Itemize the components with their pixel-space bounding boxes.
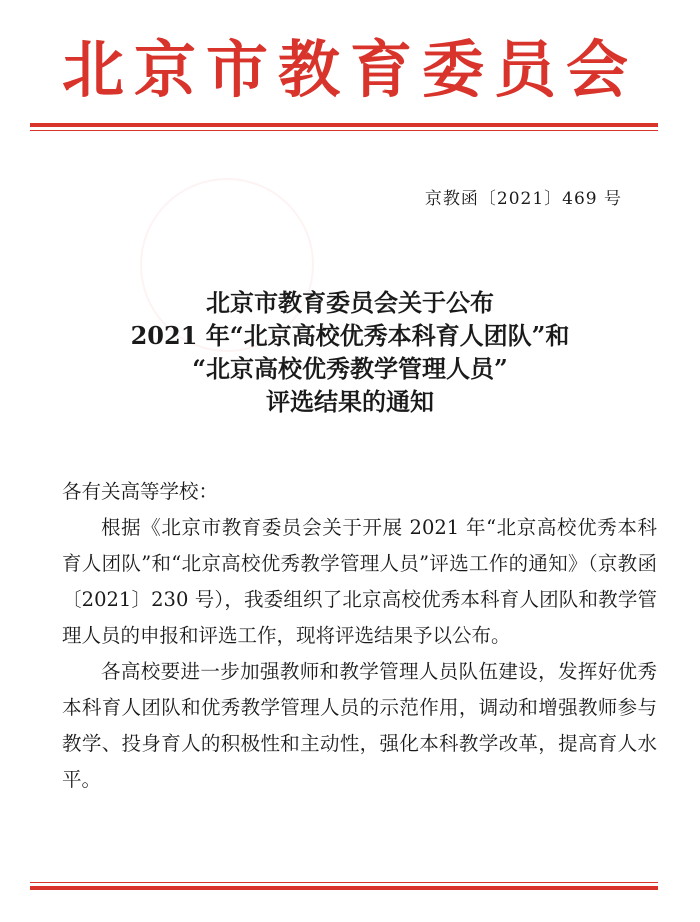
document-body (62, 474, 657, 798)
title-line-2: 2021 年“北京高校优秀本科育人团队”和 (130, 321, 570, 350)
document-title (0, 286, 700, 418)
paragraph-2: 各高校要进一步加强教师和教学管理人员队伍建设，发挥好优秀本科育人团队和优秀教学管理人员的示范作用，调动和增强教师参与教学、投身育人的积极性和主动性，强化本科教学改革，提高育人水平。 (62, 660, 657, 791)
title-line-1: 北京市教育委员会关于公布 (206, 288, 494, 317)
header-divider (30, 123, 658, 131)
footer-divider (30, 882, 658, 890)
title-line-4: 评选结果的通知 (266, 387, 434, 416)
title-line-3: “北京高校优秀教学管理人员” (192, 354, 508, 383)
issuer-masthead: 北京市教育委员会 (61, 33, 638, 106)
document-number: 京教函〔2021〕469 号 (424, 189, 622, 209)
salutation: 各有关高等学校： (62, 480, 219, 503)
paragraph-1: 根据《北京市教育委员会关于开展 2021 年“北京高校优秀本科育人团队”和“北京高校优秀教学管理人员”评选工作的通知》（京教函〔2021〕230 号），我委组织了北京高校优秀本科育人团队和教学管理人员的申报和评选工作，现将评选结果予以公布。 (62, 516, 657, 647)
